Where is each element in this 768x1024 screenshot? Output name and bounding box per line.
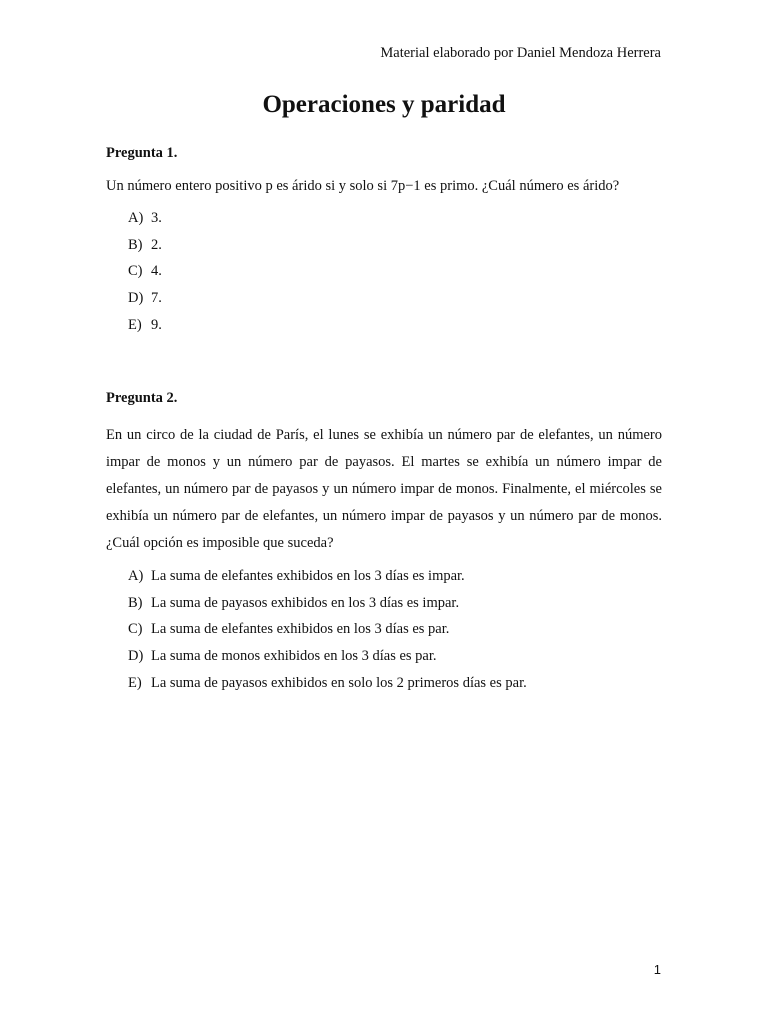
option-letter: A) [128,568,144,584]
option-text: La suma de payasos exhibidos en solo los 2 primeros días es par. [151,674,527,691]
option-letter: A) [128,210,144,226]
option-letter: B) [128,236,143,253]
answer-option-c [128,258,662,285]
answer-option-a [128,205,662,232]
option-text: 9. [151,316,162,333]
answer-option-d [128,643,662,670]
answer-option-d [128,285,662,312]
option-letter: C) [128,621,143,638]
answer-options [106,205,662,338]
answer-option-e [128,670,662,697]
document-title: Operaciones y paridad [262,91,506,118]
page-number: 1 [653,962,661,977]
option-letter: B) [128,594,143,611]
question-text: En un circo de la ciudad de París, el lunes se exhibía un número par de elefantes, un número impar de monos y un número par de payasos. El martes se exhibía un número impar de elefantes, un número par de payasos y un número impar de monos. Finalmente, el miércoles se exhibía un número par de elefantes, un número impar de payasos y un número par de monos. ¿Cuál opción es imposible que suceda? [106,427,662,551]
answer-option-a [128,563,662,590]
option-letter: C) [128,263,143,280]
question-heading: Pregunta 2. [106,390,178,406]
option-letter: E) [128,316,142,333]
option-text: 4. [151,263,162,280]
option-letter: D) [128,648,144,665]
question-text: Un número entero positivo p es árido si y solo si 7p−1 es primo. ¿Cuál número es árido? [106,178,620,194]
answer-option-e [128,312,662,339]
option-letter: E) [128,674,142,691]
option-text: La suma de elefantes exhibidos en los 3 días es par. [151,621,450,638]
answer-option-b [128,232,662,259]
option-text: 3. [151,210,162,226]
question-2 [106,390,662,696]
answer-options [106,563,662,696]
option-text: La suma de monos exhibidos en los 3 días es par. [151,648,437,665]
question-1 [106,145,662,338]
option-text: La suma de elefantes exhibidos en los 3 días es impar. [151,568,465,584]
option-text: 2. [151,236,162,253]
author-note: Material elaborado por Daniel Mendoza Herrera [380,45,661,61]
question-heading: Pregunta 1. [106,145,178,161]
answer-option-b [128,590,662,617]
option-text: 7. [151,290,162,307]
answer-option-c [128,616,662,643]
option-text: La suma de payasos exhibidos en los 3 días es impar. [151,594,460,611]
option-letter: D) [128,290,144,307]
